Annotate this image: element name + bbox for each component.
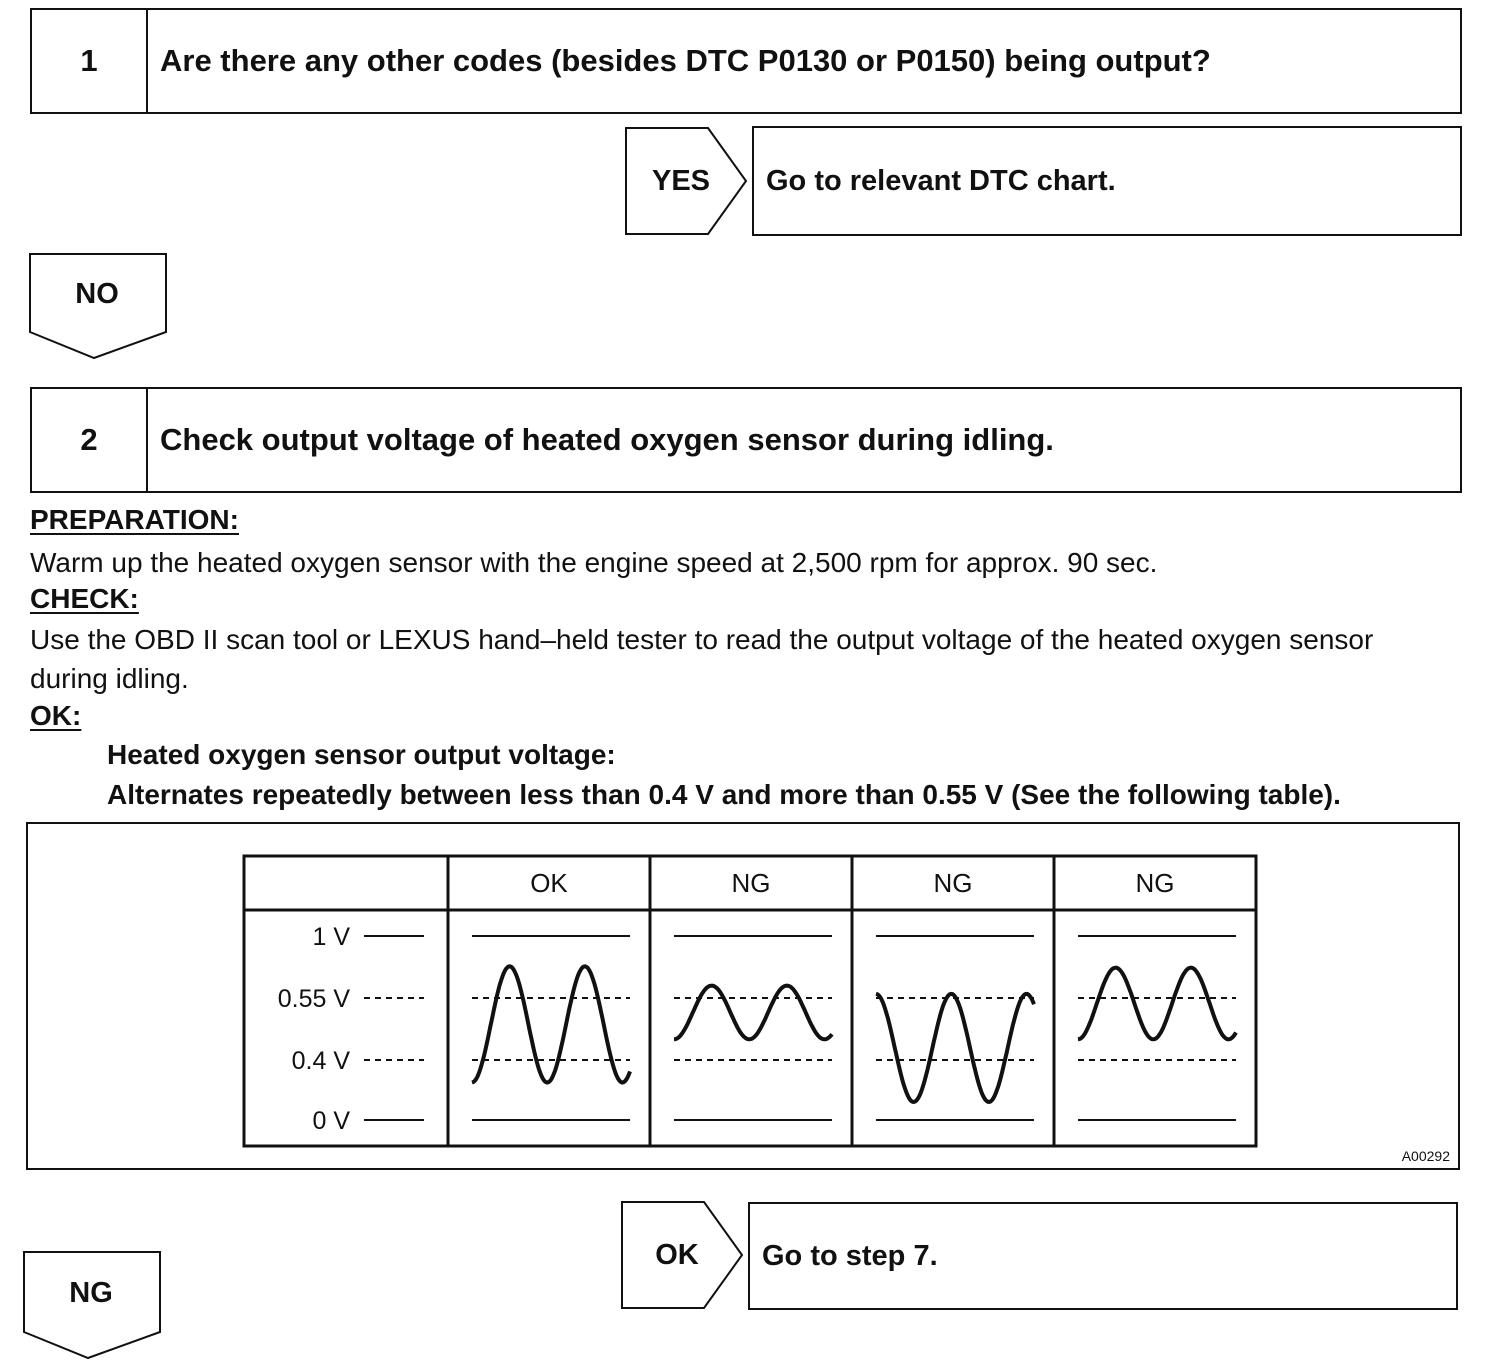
ok-action-box: Go to step 7. (748, 1202, 1458, 1310)
column-header-ok: OK (530, 868, 568, 898)
voltage-waveform-figure (26, 822, 1460, 1170)
step-2-number: 2 (32, 389, 148, 491)
check-text-line-2: during idling. (30, 663, 189, 694)
column-header-ng: NG (933, 868, 973, 898)
ok-spec-line-1: Heated oxygen sensor output voltage: (107, 739, 616, 770)
waveform-3 (876, 994, 1034, 1102)
waveform-4 (1078, 968, 1236, 1040)
ok-heading: OK: (30, 700, 82, 731)
waveform-2 (674, 986, 832, 1040)
waveform-1 (472, 966, 630, 1082)
no-label: NO (75, 277, 119, 310)
step-1-number: 1 (32, 10, 148, 112)
step-1-question: Are there any other codes (besides DTC P0130 or P0150) being output? (160, 43, 1211, 78)
step-2-title: Check output voltage of heated oxygen sensor during idling. (160, 422, 1054, 457)
step-2-row (30, 387, 1462, 493)
preparation-heading: PREPARATION: (30, 504, 239, 535)
ok-spec-line-2: Alternates repeatedly between less than 0.4 V and more than 0.55 V (See the following table). (107, 779, 1341, 810)
column-header-ng: NG (1135, 868, 1175, 898)
table-border (244, 856, 1256, 1146)
yes-action-box: Go to relevant DTC chart. (752, 126, 1462, 236)
check-text-line-1: Use the OBD II scan tool or LEXUS hand–held tester to read the output voltage of the heated oxygen sensor (30, 624, 1374, 655)
voltage-label: 1 V (312, 923, 350, 951)
check-heading: CHECK: (30, 583, 139, 614)
waveform-table (28, 824, 1458, 1168)
figure-code: A00292 (1401, 1148, 1450, 1164)
ok-label: OK (655, 1238, 699, 1271)
voltage-label: 0.4 V (291, 1047, 350, 1075)
voltage-label: 0 V (312, 1107, 350, 1135)
column-header-ng: NG (731, 868, 771, 898)
preparation-text: Warm up the heated oxygen sensor with the engine speed at 2,500 rpm for approx. 90 sec. (30, 547, 1158, 578)
step-1-row (30, 8, 1462, 114)
ng-label: NG (69, 1276, 113, 1309)
voltage-label: 0.55 V (277, 985, 350, 1013)
yes-label: YES (651, 164, 711, 197)
